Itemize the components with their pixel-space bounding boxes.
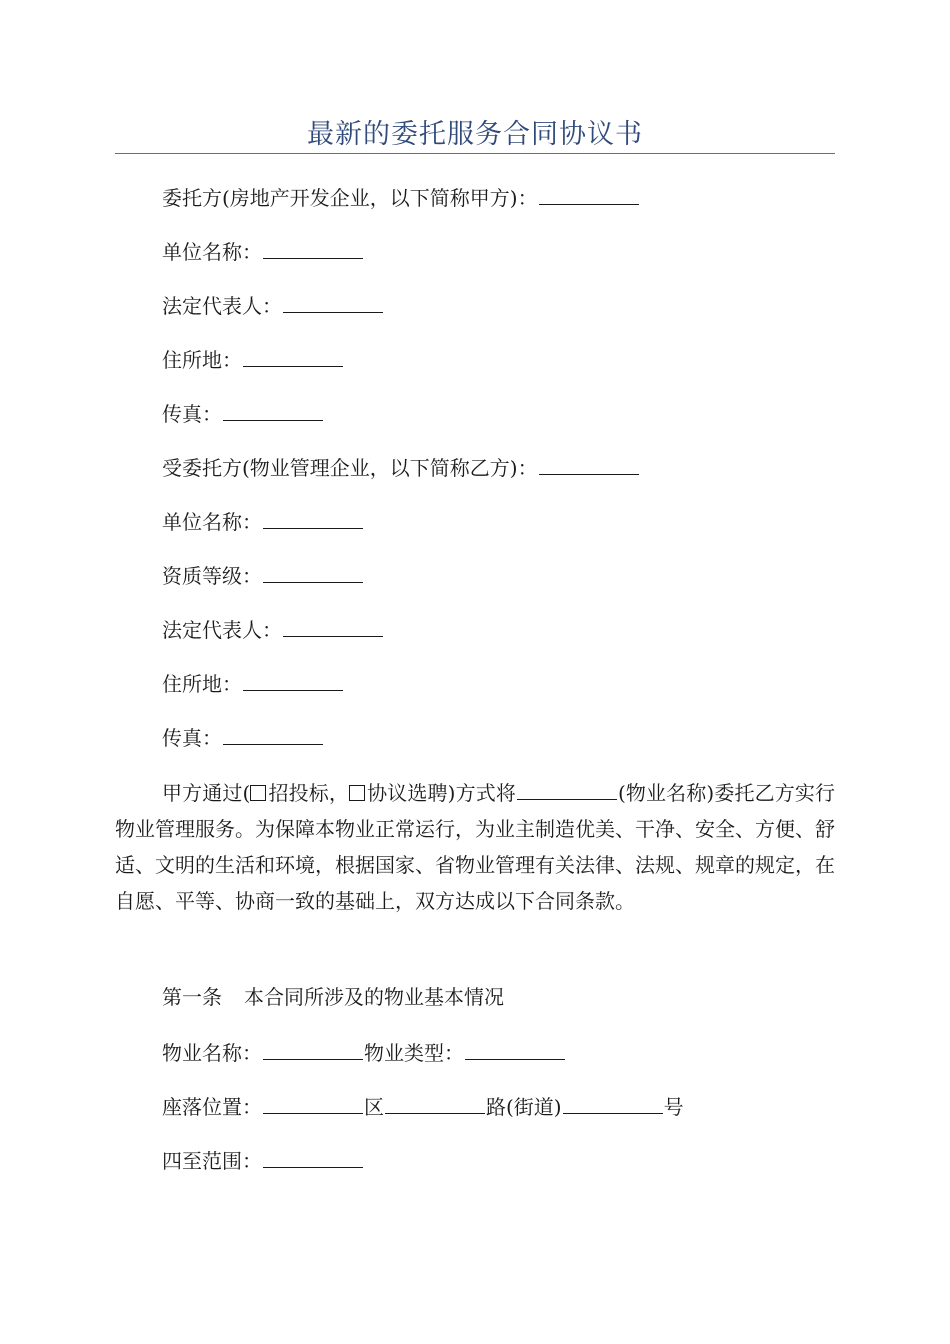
party-b-blank <box>539 454 639 475</box>
title-underline <box>115 153 835 154</box>
party-a-legal-rep-line <box>162 292 384 318</box>
document-title: 最新的委托服务合同协议书 <box>307 119 643 150</box>
party-b-legal-rep-line <box>162 616 384 642</box>
party-a-unit-name-line <box>162 238 364 264</box>
property-name-line <box>162 1039 566 1065</box>
party-b-unit-name-line <box>162 508 364 534</box>
property-type-label: 物业类型： <box>364 1041 464 1065</box>
boundaries-line <box>162 1147 364 1173</box>
party-a-blank <box>539 184 639 205</box>
intro-part-2: (物业名称)委托乙方实行物业管理服务。为保障本物业正常运行，为业主制造优美、干净、安全、方便、舒适、文明的生活和环境，根据国家、省物业管理有关法律、法规、规章的规定，在自愿、平等、协商一致的基础上，双方达成以下合同条款。 <box>115 781 836 913</box>
intro-option-2: 协议选聘)方式将 <box>366 781 516 805</box>
intro-paragraph <box>115 775 835 919</box>
party-a-fax-label: 传真： <box>162 402 222 426</box>
party-b-address-blank <box>243 670 343 691</box>
road-label: 路(街道) <box>486 1095 562 1119</box>
intro-property-blank <box>517 779 617 800</box>
intro-part-1: 甲方通过( <box>162 781 251 805</box>
party-b-heading-line <box>162 454 640 480</box>
party-b-unit-name-blank <box>263 508 363 529</box>
party-b-legal-rep-label: 法定代表人： <box>162 618 282 642</box>
party-b-fax-blank <box>223 724 323 745</box>
party-b-fax-line <box>162 724 324 750</box>
party-a-legal-rep-label: 法定代表人： <box>162 294 282 318</box>
party-a-address-blank <box>243 346 343 367</box>
party-b-unit-name-label: 单位名称： <box>162 510 262 534</box>
party-a-fax-line <box>162 400 324 426</box>
article-1-number: 第一条 <box>162 985 222 1009</box>
boundaries-label: 四至范围： <box>162 1149 262 1173</box>
checkbox-tender[interactable] <box>250 785 266 801</box>
number-label: 号 <box>663 1095 684 1119</box>
party-b-heading: 受委托方(物业管理企业，以下简称乙方)： <box>162 456 538 480</box>
party-a-legal-rep-blank <box>283 292 383 313</box>
party-a-heading-line <box>162 184 640 210</box>
party-a-fax-blank <box>223 400 323 421</box>
party-a-address-line <box>162 346 344 372</box>
property-name-label: 物业名称： <box>162 1041 262 1065</box>
party-b-address-line <box>162 670 344 696</box>
party-a-heading: 委托方(房地产开发企业，以下简称甲方)： <box>162 186 538 210</box>
location-road-blank <box>385 1093 485 1114</box>
location-line <box>162 1093 684 1119</box>
party-b-qualification-line <box>162 562 364 588</box>
location-number-blank <box>563 1093 663 1114</box>
party-b-qualification-blank <box>263 562 363 583</box>
boundaries-blank <box>263 1147 363 1168</box>
party-a-unit-name-label: 单位名称： <box>162 240 262 264</box>
intro-option-1: 招投标， <box>268 781 349 805</box>
party-b-fax-label: 传真： <box>162 726 222 750</box>
party-b-legal-rep-blank <box>283 616 383 637</box>
party-a-address-label: 住所地： <box>162 348 242 372</box>
article-1-heading-line <box>162 985 504 1009</box>
checkbox-agreement[interactable] <box>349 785 365 801</box>
property-type-blank <box>465 1039 565 1060</box>
party-b-address-label: 住所地： <box>162 672 242 696</box>
article-1-heading: 本合同所涉及的物业基本情况 <box>244 985 504 1009</box>
party-a-unit-name-blank <box>263 238 363 259</box>
district-label: 区 <box>364 1095 384 1119</box>
location-district-blank <box>263 1093 363 1114</box>
party-b-qualification-label: 资质等级： <box>162 564 262 588</box>
location-label: 座落位置： <box>162 1095 262 1119</box>
property-name-blank <box>263 1039 363 1060</box>
